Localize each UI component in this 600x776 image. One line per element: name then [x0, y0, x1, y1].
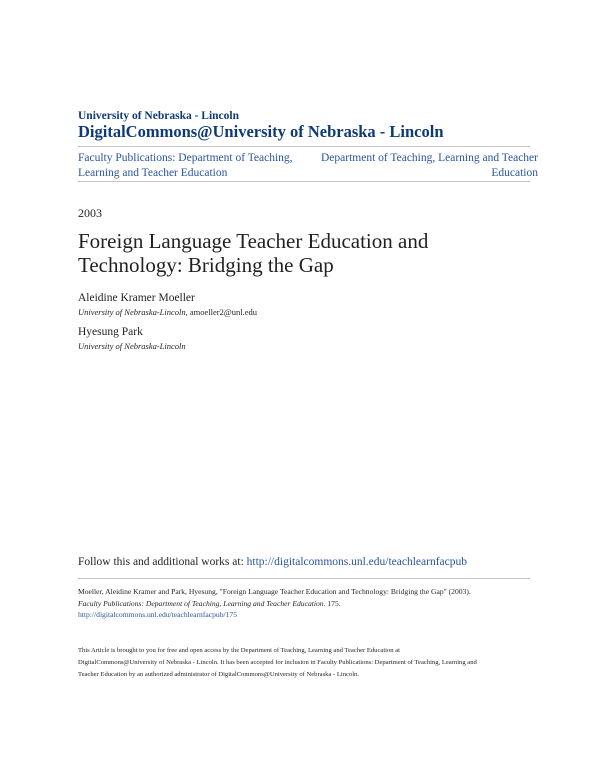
citation-number: 175.	[325, 598, 341, 608]
follow-prefix: Follow this and additional works at:	[78, 556, 244, 568]
citation-journal: Faculty Publications: Department of Teaching, Learning and Teacher Education.	[78, 598, 326, 608]
notice-line: This Article is brought to you for free and open access by the Department of Teaching, Learning and Teacher Education at	[78, 647, 400, 654]
publication-year: 2003	[78, 206, 102, 220]
citation-line: Moeller, Aleidine Kramer and Park, Hyesung, "Foreign Language Teacher Education and Technology: Bridging the Gap" (2003).	[78, 587, 471, 596]
department-link[interactable]: Department of Teaching, Learning and Teacher Education	[320, 152, 538, 179]
notice-line: Teacher Education by an authorized administrator of DigitalCommons@University of Nebraska - Lincoln.	[78, 671, 360, 678]
affiliation-text: University of Nebraska-Lincoln	[78, 341, 186, 351]
faculty-publications-link[interactable]: Faculty Publications: Department of Teaching, Learning and Teacher Education	[78, 152, 293, 179]
author-affiliation	[78, 307, 257, 317]
header-divider	[78, 146, 530, 147]
collections-divider	[78, 181, 530, 182]
follow-url-link[interactable]: http://digitalcommons.unl.edu/teachlearnfacpub	[246, 556, 468, 568]
author-email[interactable]: , amoeller2@unl.edu	[185, 307, 257, 317]
affiliation-text: University of Nebraska-Lincoln	[78, 307, 186, 317]
article-title: Foreign Language Teacher Education and Technology: Bridging the Gap	[78, 229, 429, 277]
author-name: Hyesung Park	[78, 326, 143, 338]
citation-journal-line	[78, 598, 533, 610]
author-name: Aleidine Kramer Moeller	[78, 292, 195, 304]
citation-block	[78, 586, 533, 621]
citation-url-link[interactable]: http://digitalcommons.unl.edu/teachlearnfacpub/175	[78, 610, 238, 619]
notice-line: DigitalCommons@University of Nebraska - Lincoln. It has been accepted for inclusion in Faculty Publications: Department of Teaching, Learning and	[78, 659, 477, 666]
author-affiliation	[78, 341, 186, 351]
access-notice	[78, 645, 533, 681]
institution-link[interactable]: University of Nebraska - Lincoln	[78, 110, 239, 122]
follow-line	[78, 556, 467, 568]
repository-link[interactable]: DigitalCommons@University of Nebraska - Lincoln	[78, 122, 444, 141]
citation-divider	[78, 578, 530, 579]
